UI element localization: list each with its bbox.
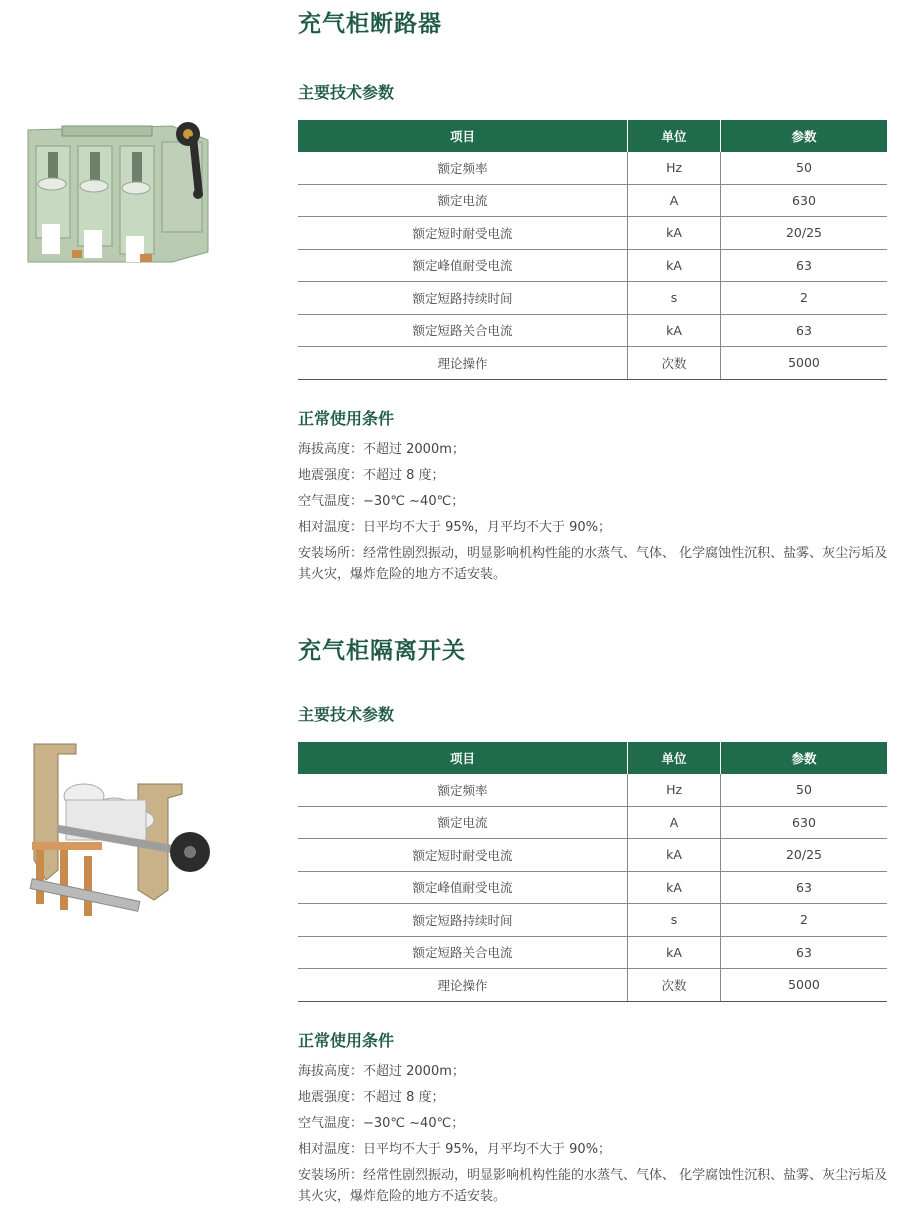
header-unit: 单位 <box>628 742 721 774</box>
product-title: 充气柜隔离开关 <box>298 638 466 664</box>
cell-unit: 次数 <box>628 347 721 380</box>
cell-unit: kA <box>628 839 721 872</box>
table-row <box>298 936 887 969</box>
conditions-list <box>298 1059 890 1207</box>
cell-item: 额定频率 <box>298 152 628 184</box>
cell-value: 20/25 <box>720 839 887 872</box>
cell-value: 63 <box>720 936 887 969</box>
condition-installation-site: 安装场所：经常性剧烈振动，明显影响机构性能的水蒸气、气体、 化学腐蚀性沉积、盐雾、灰尘污垢及其火灾，爆炸危险的地方不适安装。 <box>298 546 888 582</box>
condition-air-temperature: 空气温度：−30℃ ~40℃； <box>298 1116 465 1131</box>
product-section-disconnector <box>0 622 900 1215</box>
header-value: 参数 <box>720 742 887 774</box>
cell-value: 50 <box>720 152 887 184</box>
cell-item: 额定短路持续时间 <box>298 282 628 315</box>
cell-item: 额定短时耐受电流 <box>298 217 628 250</box>
cell-unit: kA <box>628 314 721 347</box>
params-heading: 主要技术参数 <box>298 705 395 724</box>
cell-unit: s <box>628 904 721 937</box>
cell-value: 630 <box>720 806 887 839</box>
cell-item: 额定频率 <box>298 774 628 806</box>
cell-unit: A <box>628 806 721 839</box>
cell-unit: 次数 <box>628 969 721 1002</box>
product-title: 充气柜断路器 <box>298 11 442 37</box>
header-item: 项目 <box>298 742 628 774</box>
cell-value: 2 <box>720 904 887 937</box>
cell-value: 5000 <box>720 969 887 1002</box>
condition-humidity: 相对温度：日平均不大于 95%，月平均不大于 90%； <box>298 520 612 535</box>
cell-item: 理论操作 <box>298 969 628 1002</box>
conditions-heading: 正常使用条件 <box>298 409 395 428</box>
cell-value: 630 <box>720 184 887 217</box>
header-unit: 单位 <box>628 120 721 152</box>
table-row <box>298 871 887 904</box>
cell-value: 50 <box>720 774 887 806</box>
table-row <box>298 217 887 250</box>
table-row <box>298 347 887 380</box>
header-value: 参数 <box>720 120 887 152</box>
params-heading: 主要技术参数 <box>298 83 395 102</box>
condition-humidity: 相对温度：日平均不大于 95%，月平均不大于 90%； <box>298 1142 612 1157</box>
condition-earthquake: 地震强度：不超过 8 度； <box>298 468 445 483</box>
table-header-row <box>298 742 887 774</box>
table-row <box>298 904 887 937</box>
cell-value: 63 <box>720 871 887 904</box>
cell-item: 额定短路持续时间 <box>298 904 628 937</box>
cell-item: 额定峰值耐受电流 <box>298 871 628 904</box>
cell-item: 额定峰值耐受电流 <box>298 249 628 282</box>
table-row <box>298 249 887 282</box>
cell-item: 额定短路关合电流 <box>298 314 628 347</box>
condition-installation-site: 安装场所：经常性剧烈振动，明显影响机构性能的水蒸气、气体、 化学腐蚀性沉积、盐雾、灰尘污垢及其火灾，爆炸危险的地方不适安装。 <box>298 1168 888 1204</box>
condition-altitude: 海拔高度：不超过 2000m； <box>298 442 465 457</box>
cell-value: 5000 <box>720 347 887 380</box>
cell-item: 额定短路关合电流 <box>298 936 628 969</box>
table-row <box>298 839 887 872</box>
conditions-heading: 正常使用条件 <box>298 1031 395 1050</box>
table-row <box>298 969 887 1002</box>
table-row <box>298 184 887 217</box>
cell-item: 理论操作 <box>298 347 628 380</box>
table-header-row <box>298 120 887 152</box>
cell-unit: s <box>628 282 721 315</box>
condition-air-temperature: 空气温度：−30℃ ~40℃； <box>298 494 465 509</box>
spec-table <box>298 120 887 380</box>
cell-value: 20/25 <box>720 217 887 250</box>
cell-value: 63 <box>720 249 887 282</box>
conditions-list <box>298 437 890 585</box>
table-row <box>298 152 887 184</box>
spec-table <box>298 742 887 1002</box>
cell-unit: kA <box>628 936 721 969</box>
disconnector-switch-photo <box>26 740 216 944</box>
condition-altitude: 海拔高度：不超过 2000m； <box>298 1064 465 1079</box>
table-row <box>298 314 887 347</box>
circuit-breaker-photo <box>22 112 228 276</box>
header-item: 项目 <box>298 120 628 152</box>
cell-unit: A <box>628 184 721 217</box>
cell-unit: Hz <box>628 152 721 184</box>
cell-item: 额定电流 <box>298 806 628 839</box>
table-row <box>298 774 887 806</box>
cell-unit: kA <box>628 217 721 250</box>
product-section-breaker <box>0 0 900 600</box>
cell-value: 63 <box>720 314 887 347</box>
cell-unit: kA <box>628 871 721 904</box>
cell-item: 额定电流 <box>298 184 628 217</box>
cell-unit: kA <box>628 249 721 282</box>
cell-item: 额定短时耐受电流 <box>298 839 628 872</box>
condition-earthquake: 地震强度：不超过 8 度； <box>298 1090 445 1105</box>
table-row <box>298 806 887 839</box>
table-row <box>298 282 887 315</box>
cell-unit: Hz <box>628 774 721 806</box>
cell-value: 2 <box>720 282 887 315</box>
